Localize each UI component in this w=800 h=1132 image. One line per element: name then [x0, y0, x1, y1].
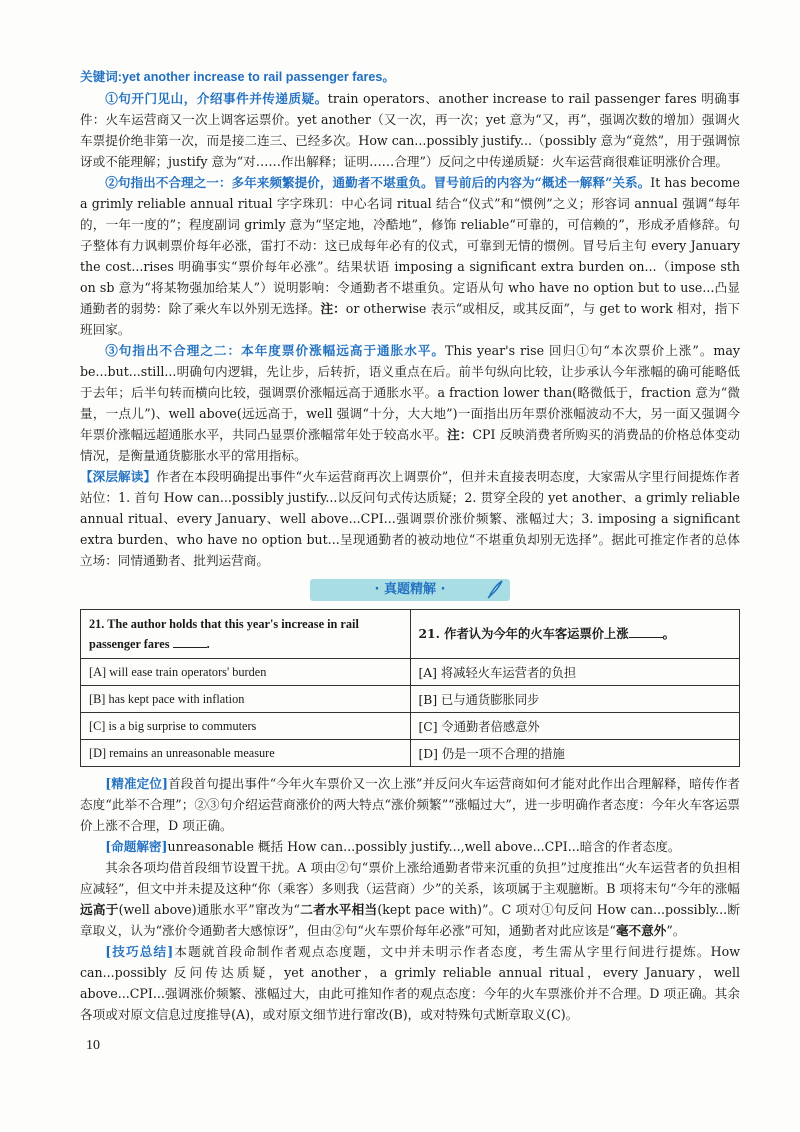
- quill-icon: [486, 579, 504, 607]
- page-number: 10: [86, 1038, 100, 1053]
- precise-location: [80, 773, 740, 836]
- option-d-en: [D] remains an unreasonable measure: [81, 740, 411, 767]
- skill-summary-label: [技巧总结]: [105, 944, 174, 959]
- option-d-zh: [D] 仍是一项不合理的措施: [410, 740, 740, 767]
- para2-heading: ②句指出不合理之一：多年来频繁提价，通勤者不堪重负。冒号前后的内容为“概述一解释”关系。: [105, 175, 651, 190]
- keyword-line: [80, 66, 740, 88]
- question-decode: [80, 836, 740, 857]
- deep-interpretation-body: 作者在本段明确提出事件“火车运营商再次上调票价”，但并未直接表明态度，大家需从字里行间提炼作者站位：1. 首句 How can...possibly justify...以反问句式传达质疑；2. 贯穿全段的 yet another、a grimly reliable annual ritual、every January、well above...CPI...强调票价涨价频繁、涨幅过大；3. imposing a significant extra burden、who have no option but...呈现通勤者的被动地位“不堪重负却别无选择”。据此可推定作者的总体立场：同情通勤者、批判运营商。: [80, 469, 740, 568]
- keyword-text: yet another increase to rail passenger fares。: [121, 70, 395, 84]
- option-b-zh: [B] 已与通货膨胀同步: [410, 686, 740, 713]
- precise-location-label: [精准定位]: [105, 776, 169, 791]
- para3-note: CPI 反映消费者所购买的消费品的价格总体变动情况，是衡量通货膨胀水平的常用指标。: [80, 427, 741, 463]
- option-a-zh: [A] 将减轻火车运营者的负担: [410, 659, 740, 686]
- analysis-paragraph-2: [80, 172, 740, 340]
- keyword-label: 关键词:: [80, 70, 122, 84]
- question-decode-label: [命题解密]: [105, 839, 168, 854]
- para2-note: or otherwise 表示“或相反，或其反面”，与 get to work 相对，指下班回家。: [80, 301, 741, 337]
- para2-body: It has become a grimly reliable annual ritual 字字珠玑：中心名词 ritual 结合“仪式”和“惯例”之义；形容词 annual 强调“每年的，一年一度的”；程度副词 grimly 意为“坚定地，冷酷地”，修饰 reliable“可靠的，可信赖的”，形成矛盾修辞。句子整体有力讽刺票价每年必涨，雷打不动：这已成每年必有的仪式，可靠到无情的惯例。冒号后主句 every January the cost...rises 明确事实“票价每年必涨”。结果状语 imposing a significant extra burden on...（impose sth on sb 意为“将某物强加给某人”）说明影响：令通勤者不堪重负。定语从句 who have no option but to use...凸显通勤者的弱势：除了乘火车以外别无选择。: [80, 175, 740, 316]
- deep-interpretation-label: 【深层解读】: [80, 469, 157, 484]
- question-stem-zh: 21. 作者认为今年的火车客运票价上涨 。: [410, 610, 740, 659]
- para1-heading: ①句开门见山，介绍事件并传递质疑。: [105, 91, 328, 106]
- para1-body: train operators、another increase to rail passenger fares 明确事件：火车运营商又一次上调客运票价。yet another（又一次，再一次；yet 意为“又，再”，强调次数的增加）强调火车票提价绝非第一次，而是接二连三、已经多次。How can...possibly justify...（possibly 意为“竟然”，用于强调惊讶或不能理解；justify 意为“对……作出解释；证明……合理”）反问之中传递质疑：火车运营商很难证明涨价合理。: [80, 91, 740, 169]
- option-row: [81, 686, 740, 713]
- skill-summary-body: 本题就首段命制作者观点态度题，文中并未明示作者态度，考生需从字里行间进行提炼。How can...possibly 反问传达质疑，yet another，a grimly reliable annual ritual，every January，well above...CPI...强调涨价频繁、涨幅过大，由此可推知作者的观点态度：今年的火车票涨价并不合理。D 项正确。其余各项或对原文信息过度推导(A)，或对原文细节进行窜改(B)，或对特殊句式断章取义(C)。: [80, 944, 740, 1022]
- analysis-paragraph-3: [80, 340, 740, 466]
- page-content: [80, 66, 740, 1025]
- question-decode-body: unreasonable 概括 How can...possibly justify...,well above...CPI...暗含的作者态度。: [167, 839, 681, 854]
- option-c-en: [C] is a big surprise to commuters: [81, 713, 411, 740]
- question-table: [80, 609, 740, 767]
- option-row: [81, 659, 740, 686]
- option-row: [81, 713, 740, 740]
- option-b-en: [B] has kept pace with inflation: [81, 686, 411, 713]
- distractor-analysis: 其余各项均借首段细节设置干扰。A 项由②句“票价上涨给通勤者带来沉重的负担”过度推出“火车运营者的负担相应减轻”，但文中并未提及这种“你（乘客）多则我（运营商）少”的关系，该项属于主观臆断。B 项将末句“今年的涨幅远高于(well above)通胀水平”窜改为“二者水平相当(kept pace with)”。C 项对①句反问 How can...possibly...断章取义，认为“涨价令通勤者大感惊讶”，但由②句“火车票价每年必涨”可知，通勤者对此应该是“毫不意外”。: [80, 860, 741, 938]
- banner-title: · 真题精解 ·: [374, 582, 446, 597]
- para3-heading: ③句指出不合理之二：本年度票价涨幅远高于通胀水平。: [105, 343, 446, 358]
- para3-note-label: 注：: [447, 427, 473, 442]
- section-banner: [310, 579, 510, 601]
- question-stem-row: [81, 610, 740, 659]
- option-a-en: [A] will ease train operators' burden: [81, 659, 411, 686]
- para3-body: This year's rise 回归①句“本次票价上涨”。may be...but...still...明确句内逻辑，先让步，后转折，语义重点在后。前半句纵向比较，让步承认今年涨幅的确可能略低于去年；后半句转而横向比较，强调票价涨幅远高于通胀水平。a fraction lower than(略微低于，fraction 意为“微量，一点儿”)、well above(远远高于，well 强调“十分，大大地”)一面指出历年票价涨幅波动不大，另一面又强调今年票价涨幅远超通胀水平，共同凸显票价涨幅常年处于较高水平。: [80, 343, 740, 442]
- option-row: [81, 740, 740, 767]
- precise-location-body: 首段首句提出事件“今年火车票价又一次上涨”并反问火车运营商如何才能对此作出合理解释，暗传作者态度“此举不合理”；②③句介绍运营商涨价的两大特点“涨价频繁”“涨幅过大”，进一步明确作者态度：今年火车客运票价上涨不合理，D 项正确。: [80, 776, 740, 833]
- question-stem-en: 21. The author holds that this year's increase in rail passenger fares .: [81, 610, 411, 659]
- option-c-zh: [C] 令通勤者倍感意外: [410, 713, 740, 740]
- deep-interpretation: [80, 466, 740, 571]
- para2-note-label: 注：: [320, 301, 346, 316]
- analysis-paragraph-1: [80, 88, 740, 172]
- skill-summary: [80, 941, 740, 1025]
